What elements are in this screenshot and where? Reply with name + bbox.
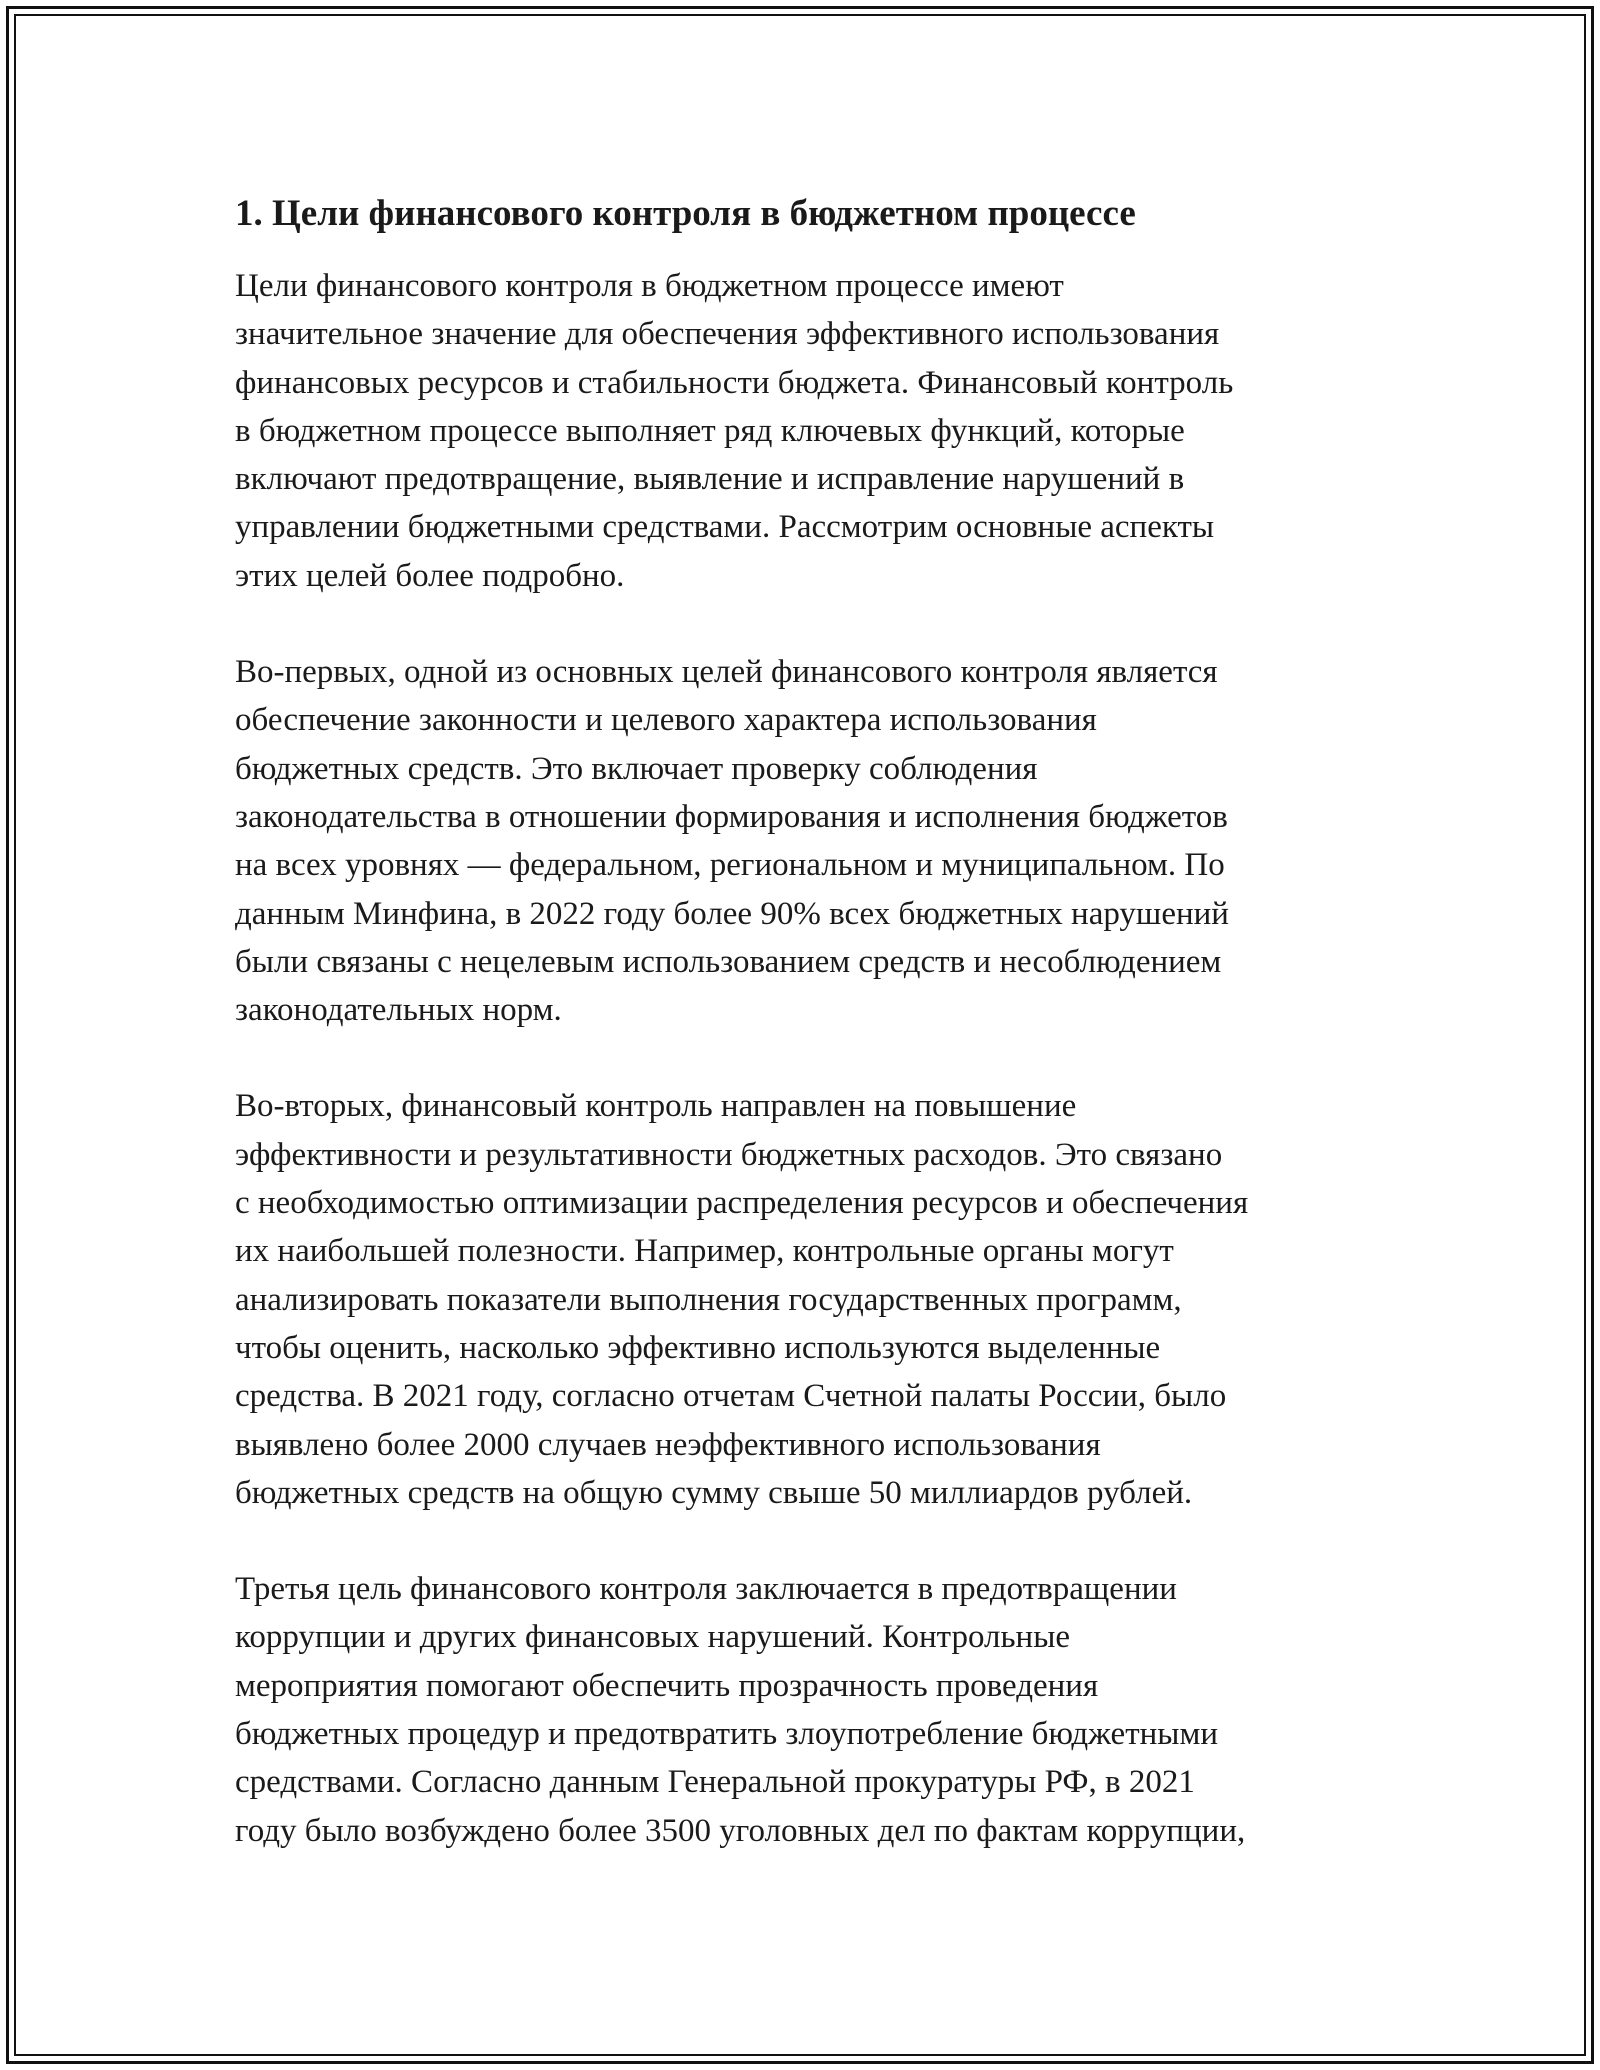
- paragraph-first-goal: [235, 648, 1375, 1034]
- text-line: бюджетных средств на общую сумму свыше 50 миллиардов рублей.: [235, 1474, 1193, 1511]
- text-line: в бюджетном процессе выполняет ряд ключевых функций, которые: [235, 412, 1185, 449]
- paragraph-third-goal: [235, 1565, 1375, 1855]
- document-content: [235, 190, 1375, 1855]
- text-line: выявлено более 2000 случаев неэффективного использования: [235, 1426, 1101, 1463]
- paragraph-second-goal: [235, 1082, 1375, 1517]
- text-line: на всех уровнях — федеральном, региональном и муниципальном. По: [235, 847, 1225, 884]
- text-line: законодательных норм.: [235, 992, 562, 1029]
- text-line: этих целей более подробно.: [235, 557, 625, 594]
- text-line: Третья цель финансового контроля заключается в предотвращении: [235, 1571, 1177, 1608]
- text-line: Во-вторых, финансовый контроль направлен на повышение: [235, 1088, 1077, 1125]
- text-line: значительное значение для обеспечения эффективного использования: [235, 316, 1220, 353]
- text-line: году было возбуждено более 3500 уголовных дел по фактам коррупции,: [235, 1812, 1246, 1849]
- text-line: анализировать показатели выполнения государственных программ,: [235, 1281, 1182, 1318]
- text-line: бюджетных процедур и предотвратить злоупотребление бюджетными: [235, 1716, 1218, 1753]
- text-line: включают предотвращение, выявление и исправление нарушений в: [235, 461, 1185, 498]
- text-line: управлении бюджетными средствами. Рассмотрим основные аспекты: [235, 509, 1215, 546]
- section-heading: 1. Цели финансового контроля в бюджетном процессе: [235, 193, 1136, 234]
- text-line: средствами. Согласно данным Генеральной прокуратуры РФ, в 2021: [235, 1764, 1195, 1801]
- text-line: их наибольшей полезности. Например, контрольные органы могут: [235, 1233, 1174, 1270]
- text-line: бюджетных средств. Это включает проверку соблюдения: [235, 750, 1038, 787]
- text-line: финансовых ресурсов и стабильности бюджета. Финансовый контроль: [235, 364, 1234, 401]
- text-line: чтобы оценить, насколько эффективно используются выделенные: [235, 1329, 1161, 1366]
- text-line: эффективности и результативности бюджетных расходов. Это связано: [235, 1136, 1223, 1173]
- paragraph-intro: [235, 262, 1375, 600]
- text-line: с необходимостью оптимизации распределения ресурсов и обеспечения: [235, 1185, 1249, 1222]
- text-line: законодательства в отношении формирования и исполнения бюджетов: [235, 798, 1228, 835]
- text-line: были связаны с нецелевым использованием средств и несоблюдением: [235, 943, 1222, 980]
- text-line: данным Минфина, в 2022 году более 90% всех бюджетных нарушений: [235, 895, 1229, 932]
- text-line: средства. В 2021 году, согласно отчетам Счетной палаты России, было: [235, 1378, 1227, 1415]
- text-line: мероприятия помогают обеспечить прозрачность проведения: [235, 1667, 1099, 1704]
- text-line: коррупции и других финансовых нарушений. Контрольные: [235, 1619, 1071, 1656]
- text-line: обеспечение законности и целевого характера использования: [235, 702, 1097, 739]
- text-line: Во-первых, одной из основных целей финансового контроля является: [235, 654, 1218, 691]
- text-line: Цели финансового контроля в бюджетном процессе имеют: [235, 268, 1064, 304]
